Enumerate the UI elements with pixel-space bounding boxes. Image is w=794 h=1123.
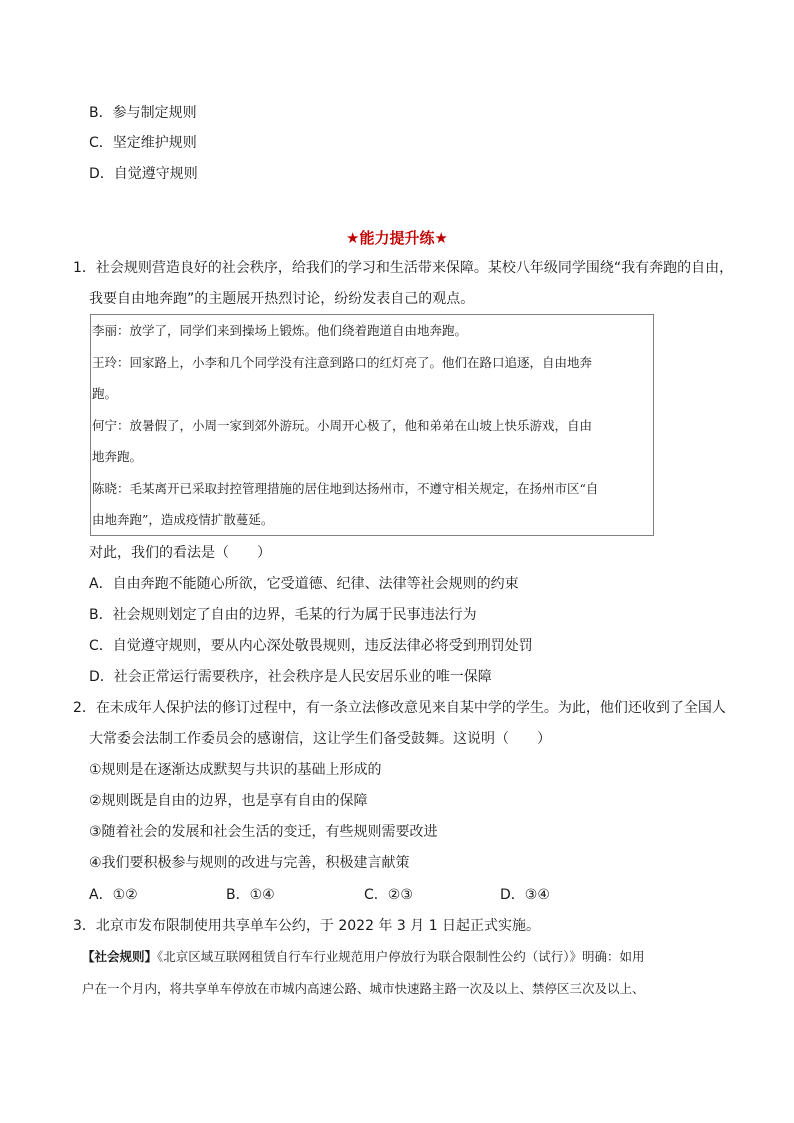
speech-text: 放学了，同学们来到操场上锻炼。他们绕着跑道自由地奔跑。 (129, 323, 468, 338)
rule-label: 【社会规则】 (82, 949, 158, 964)
prev-option-d: D．自觉遵守规则 (89, 166, 198, 182)
q1-stem-line2: 我要自由地奔跑”的主题展开热烈讨论，纷纷发表自己的观点。 (89, 291, 475, 307)
q2-item-4: ④我们要积极参与规则的改进与完善，积极建言献策 (89, 855, 410, 871)
q2-choice-b: B．①④ (226, 887, 275, 903)
q1-option-d: D．社会正常运行需要秩序，社会秩序是人民安居乐业的唯一保障 (89, 669, 492, 685)
q1-question: 对此，我们的看法是（ ） (89, 545, 271, 561)
q1-box-line: 由地奔跑”，造成疫情扩散蔓延。 (92, 512, 274, 527)
q3-rule-line1 (82, 948, 645, 966)
q1-box-line (92, 480, 598, 498)
q2-choice-d: D．③④ (500, 887, 550, 903)
speech-text: 放暑假了，小周一家到郊外游玩。小周开心极了，他和弟弟在山坡上快乐游戏，自由 (129, 418, 593, 433)
q1-option-c: C．自觉遵守规则，要从内心深处敬畏规则，违反法律必将受到刑罚处罚 (89, 638, 533, 654)
speaker-name: 何宁： (92, 418, 130, 433)
q1-box-line: 地奔跑。 (92, 449, 143, 464)
q3-rule-line2: 户在一个月内，将共享单车停放在市城内高速公路、城市快速路主路一次及以上、禁停区三次及以上、 (82, 981, 645, 996)
speaker-name: 王玲： (92, 355, 130, 370)
rule-text: 《北京区域互联网租赁自行车行业规范用户停放行为联合限制性公约（试行）》明确：如用 (157, 949, 645, 964)
q2-choice-a: A．①② (89, 887, 138, 903)
speaker-name: 李丽： (92, 323, 130, 338)
q2-stem-line1: 2．在未成年人保护法的修订过程中，有一条立法修改意见来自某中学的学生。为此，他们还收到了全国人 (73, 700, 726, 716)
speaker-name: 陈晓： (92, 481, 130, 496)
speech-text: 毛某离开已采取封控管理措施的居住地到达扬州市，不遵守相关规定，在扬州市区“自 (129, 481, 599, 496)
q2-stem-line2: 大常委会法制工作委员会的感谢信，这让学生们备受鼓舞。这说明（ ） (89, 731, 551, 747)
prev-option-b: B．参与制定规则 (89, 105, 197, 121)
q1-box-line (92, 322, 467, 340)
section-title: ★能力提升练★ (346, 229, 448, 247)
q1-box-line (92, 417, 592, 435)
prev-option-c: C．坚定维护规则 (89, 135, 197, 151)
q1-option-a: A．自由奔跑不能随心所欲，它受道德、纪律、法律等社会规则的约束 (89, 576, 519, 592)
q2-choice-c: C．②③ (364, 887, 413, 903)
q3-stem: 3．北京市发布限制使用共享单车公约，于 2022 年 3 月 1 日起正式实施。 (73, 918, 541, 934)
q1-stem-line1: 1．社会规则营造良好的社会秩序，给我们的学习和生活带来保障。某校八年级同学围绕“我有奔跑的自由， (73, 260, 734, 276)
q1-box-line: 跑。 (92, 386, 118, 401)
q2-item-1: ①规则是在逐渐达成默契与共识的基础上形成的 (89, 762, 382, 778)
q1-box-line (92, 354, 592, 372)
speech-text: 回家路上，小李和几个同学没有注意到路口的红灯亮了。他们在路口追逐，自由地奔 (129, 355, 593, 370)
q2-item-3: ③随着社会的发展和社会生活的变迁，有些规则需要改进 (89, 824, 438, 840)
q2-item-2: ②规则既是自由的边界，也是享有自由的保障 (89, 793, 368, 809)
q1-option-b: B．社会规则划定了自由的边界，毛某的行为属于民事违法行为 (89, 607, 477, 623)
